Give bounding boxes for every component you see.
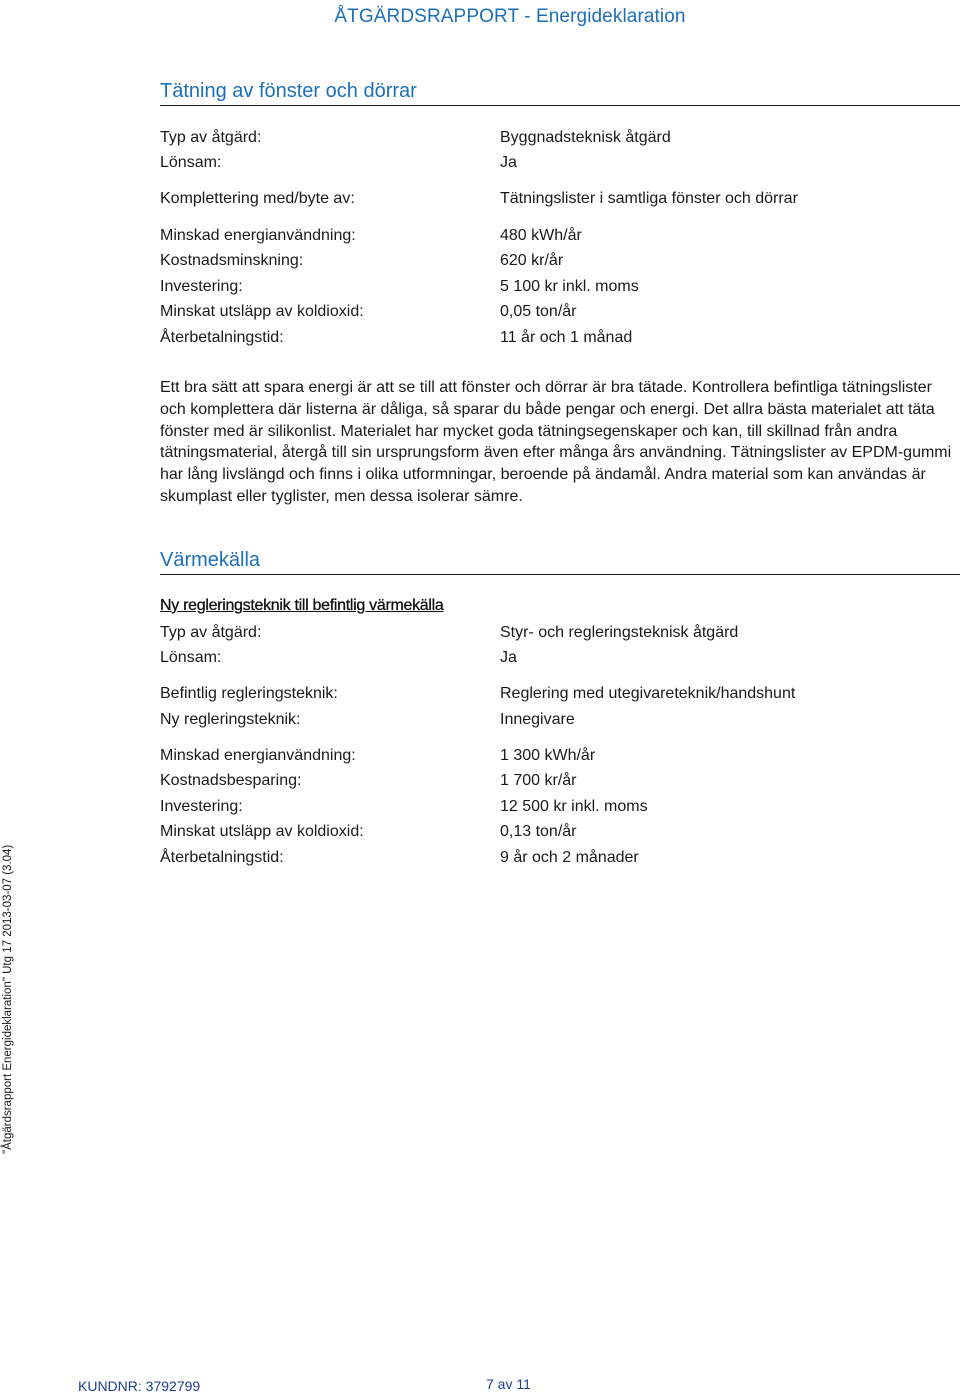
measure-description: Ett bra sätt att spara energi är att se till att fönster och dörrar är bra tätade. Kontrollera befintliga tätningslister och komplettera där listerna är dåliga, så sparar du både pengar och energi. Det allra bästa materialet att täta fönster med är silikonlist. Materialet har mycket goda tätningsegenskaper och kan, till skillnad från andra tätningsmaterial, återgå till sin ursprungsform även efter många års användning. Tätningslister av EPDM-gummi har lång livslängd och finns i olika utformningar, beroende på ändamål. Andra material som kan användas är skumplast eller tyglister, men dessa isolerar sämre. bbox=[160, 379, 952, 505]
report-header-title: ÅTGÄRDSRAPPORT - Energideklaration bbox=[334, 6, 686, 27]
page-number: 7 av 11 bbox=[486, 1376, 531, 1392]
document-version-note: "Åtgärdsrapport Energideklaration" Utg 17 2013-03-07 (3.04) bbox=[2, 844, 14, 1154]
measure-row bbox=[0, 227, 960, 249]
measure-row bbox=[0, 129, 960, 151]
row-value: 1 300 kWh/år bbox=[500, 747, 596, 764]
row-value: Innegivare bbox=[500, 711, 575, 728]
row-label: Minskat utsläpp av koldioxid: bbox=[160, 303, 364, 320]
row-label: Återbetalningstid: bbox=[160, 329, 284, 346]
row-value: Ja bbox=[500, 649, 517, 666]
row-label: Investering: bbox=[160, 798, 243, 815]
row-value: 620 kr/år bbox=[500, 252, 564, 269]
row-value: 11 år och 1 månad bbox=[500, 329, 633, 346]
measure-row bbox=[0, 154, 960, 176]
row-label: Minskad energianvändning: bbox=[160, 227, 356, 244]
measure-row bbox=[0, 303, 960, 325]
measure-row bbox=[0, 624, 960, 646]
row-label: Typ av åtgärd: bbox=[160, 624, 262, 641]
row-value: Styr- och regleringsteknisk åtgärd bbox=[500, 624, 739, 641]
row-label: Kostnadsminskning: bbox=[160, 252, 304, 269]
measure-subheading: Ny regleringsteknik till befintlig värmekälla bbox=[160, 597, 444, 614]
row-label: Lönsam: bbox=[160, 649, 222, 666]
row-value: 12 500 kr inkl. moms bbox=[500, 798, 648, 815]
row-label: Kostnadsbesparing: bbox=[160, 772, 302, 789]
measure-row bbox=[0, 685, 960, 707]
measure-row bbox=[0, 278, 960, 300]
measure-row bbox=[0, 711, 960, 733]
row-value: Byggnadsteknisk åtgärd bbox=[500, 129, 671, 146]
row-value: 0,13 ton/år bbox=[500, 823, 577, 840]
measure-row bbox=[0, 252, 960, 274]
measure-row bbox=[0, 190, 960, 212]
row-value: 1 700 kr/år bbox=[500, 772, 577, 789]
row-value: Reglering med utegivareteknik/handshunt bbox=[500, 685, 796, 702]
measure-row bbox=[0, 649, 960, 671]
row-label: Lönsam: bbox=[160, 154, 222, 171]
row-label: Ny regleringsteknik: bbox=[160, 711, 301, 728]
row-label: Minskat utsläpp av koldioxid: bbox=[160, 823, 364, 840]
measure-row bbox=[0, 798, 960, 820]
section-title-sealing: Tätning av fönster och dörrar bbox=[160, 80, 960, 106]
section-title-heat-source: Värmekälla bbox=[160, 549, 960, 575]
row-value: Tätningslister i samtliga fönster och dörrar bbox=[500, 190, 798, 207]
measure-row bbox=[0, 747, 960, 769]
row-label: Befintlig regleringsteknik: bbox=[160, 685, 338, 702]
row-value: 9 år och 2 månader bbox=[500, 849, 639, 866]
measure-row bbox=[0, 823, 960, 845]
row-label: Investering: bbox=[160, 278, 243, 295]
row-value: Ja bbox=[500, 154, 517, 171]
row-value: 0,05 ton/år bbox=[500, 303, 577, 320]
row-label: Återbetalningstid: bbox=[160, 849, 284, 866]
row-value: 5 100 kr inkl. moms bbox=[500, 278, 639, 295]
row-value: 480 kWh/år bbox=[500, 227, 582, 244]
row-label: Minskad energianvändning: bbox=[160, 747, 356, 764]
measure-row bbox=[0, 849, 960, 871]
customer-number: KUNDNR: 3792799 bbox=[78, 1378, 201, 1394]
row-label: Komplettering med/byte av: bbox=[160, 190, 355, 207]
measure-row bbox=[0, 329, 960, 351]
measure-row bbox=[0, 772, 960, 794]
row-label: Typ av åtgärd: bbox=[160, 129, 262, 146]
